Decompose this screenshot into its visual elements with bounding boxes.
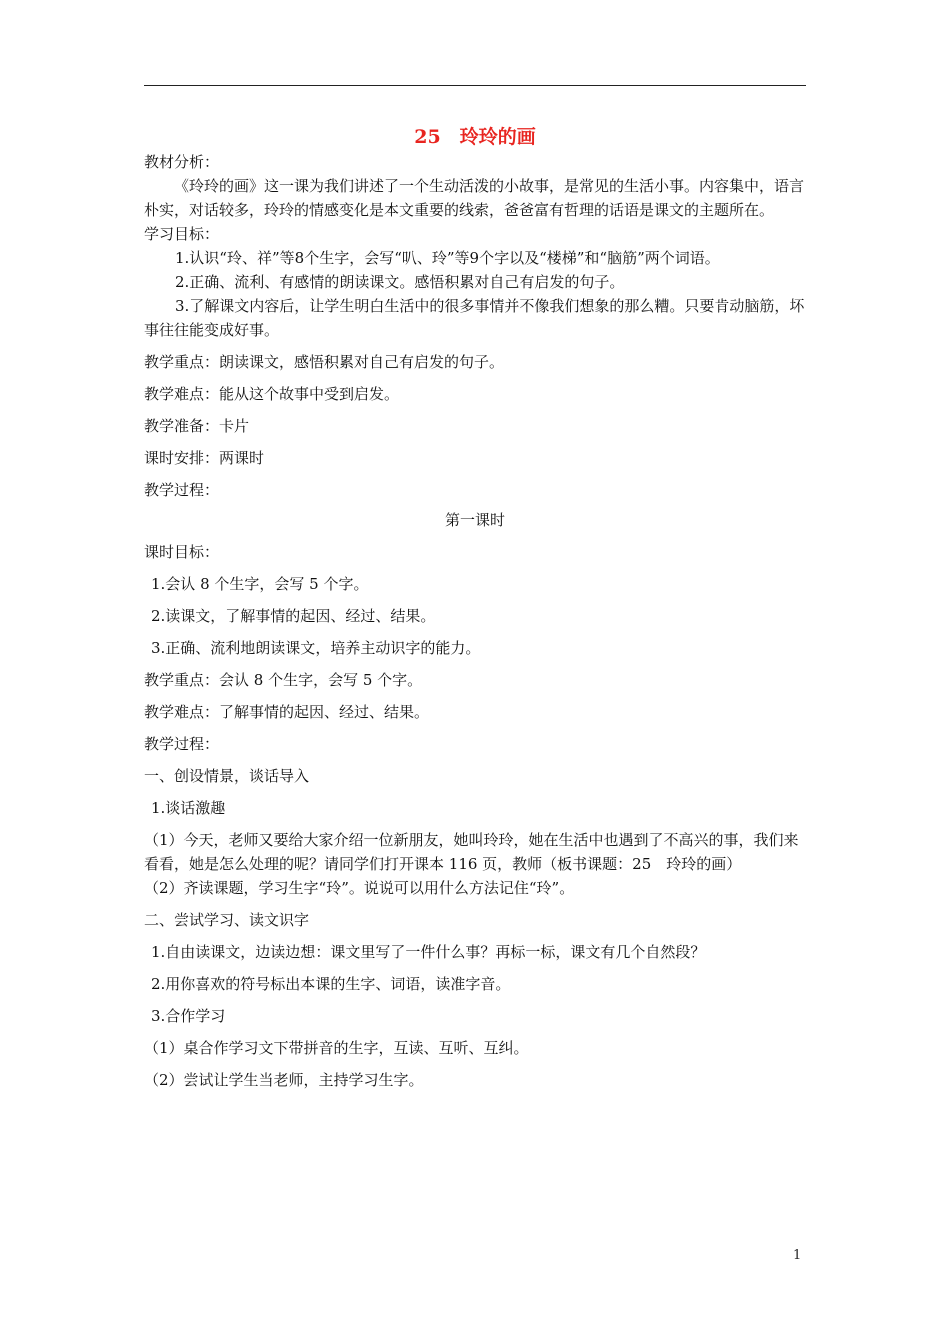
step1-sub: 1.谈话激趣 (151, 799, 226, 817)
lesson-difficulty: 教学难点：了解事情的起因、经过、结果。 (144, 703, 430, 721)
step1-heading: 一、创设情景，谈话导入 (144, 767, 310, 785)
process-heading: 教学过程： (144, 481, 220, 499)
step2-item: 1.自由读课文，边读边想：课文里写了一件什么事？再标一标，课文有几个自然段？ (151, 943, 706, 961)
step2-item: 3.合作学习 (151, 1007, 226, 1025)
step2-sub-item: （2）尝试让学生当老师，主持学习生字。 (144, 1071, 424, 1089)
lesson-goals-heading: 课时目标： (144, 543, 220, 561)
step2-heading: 二、尝试学习、读文识字 (144, 911, 310, 929)
page-number: 1 (793, 1248, 802, 1263)
step2-item: 2.用你喜欢的符号标出本课的生字、词语，读准字音。 (151, 975, 511, 993)
schedule: 课时安排：两课时 (144, 449, 265, 467)
lesson-process-heading: 教学过程： (144, 735, 220, 753)
document-body (144, 150, 806, 1092)
lesson-one-title: 第一课时 (444, 511, 505, 529)
lesson-goal-item: 1.会认 8 个生字，会写 5 个字。 (151, 575, 369, 593)
difficulty: 教学难点：能从这个故事中受到启发。 (144, 385, 400, 403)
header-rule (144, 85, 806, 86)
goal-item: 3.了解课文内容后，让学生明白生活中的很多事情并不像我们想象的那么糟。只要肯动脑筋，坏事往往能变成好事。 (144, 297, 805, 339)
step1-item: （2）齐读课题，学习生字“玲”。说说可以用什么方法记住“玲”。 (144, 879, 575, 897)
preparation: 教学准备：卡片 (144, 417, 250, 435)
step2-sub-item: （1）桌合作学习文下带拼音的生字，互读、互听、互纠。 (144, 1039, 529, 1057)
lesson-key-point: 教学重点：会认 8 个生字，会写 5 个字。 (144, 671, 423, 689)
page-title: 25 玲玲的画 (414, 126, 536, 148)
lesson-goal-item: 2.读课文，了解事情的起因、经过、结果。 (151, 607, 436, 625)
goal-item: 2.正确、流利、有感情的朗读课文。感悟积累对自己有启发的句子。 (175, 273, 625, 291)
goals-heading: 学习目标： (144, 225, 220, 243)
goal-item: 1.认识“玲、祥”等8个生字，会写“叭、玲”等9个字以及“楼梯”和“脑筋”两个词语。 (175, 249, 720, 267)
analysis-text: 《玲玲的画》这一课为我们讲述了一个生动活泼的小故事，是常见的生活小事。内容集中，语言朴实，对话较多，玲玲的情感变化是本文重要的线索，爸爸富有哲理的话语是课文的主题所在。 (144, 177, 805, 219)
step1-item: （1）今天，老师又要给大家介绍一位新朋友，她叫玲玲，她在生活中也遇到了不高兴的事，我们来看看，她是怎么处理的呢？请同学们打开课本 116 页，教师（板书课题：25 玲玲的画） (144, 831, 799, 873)
lesson-goal-item: 3.正确、流利地朗读课文，培养主动识字的能力。 (151, 639, 481, 657)
key-point: 教学重点：朗读课文，感悟积累对自己有启发的句子。 (144, 353, 505, 371)
analysis-heading: 教材分析： (144, 153, 220, 171)
